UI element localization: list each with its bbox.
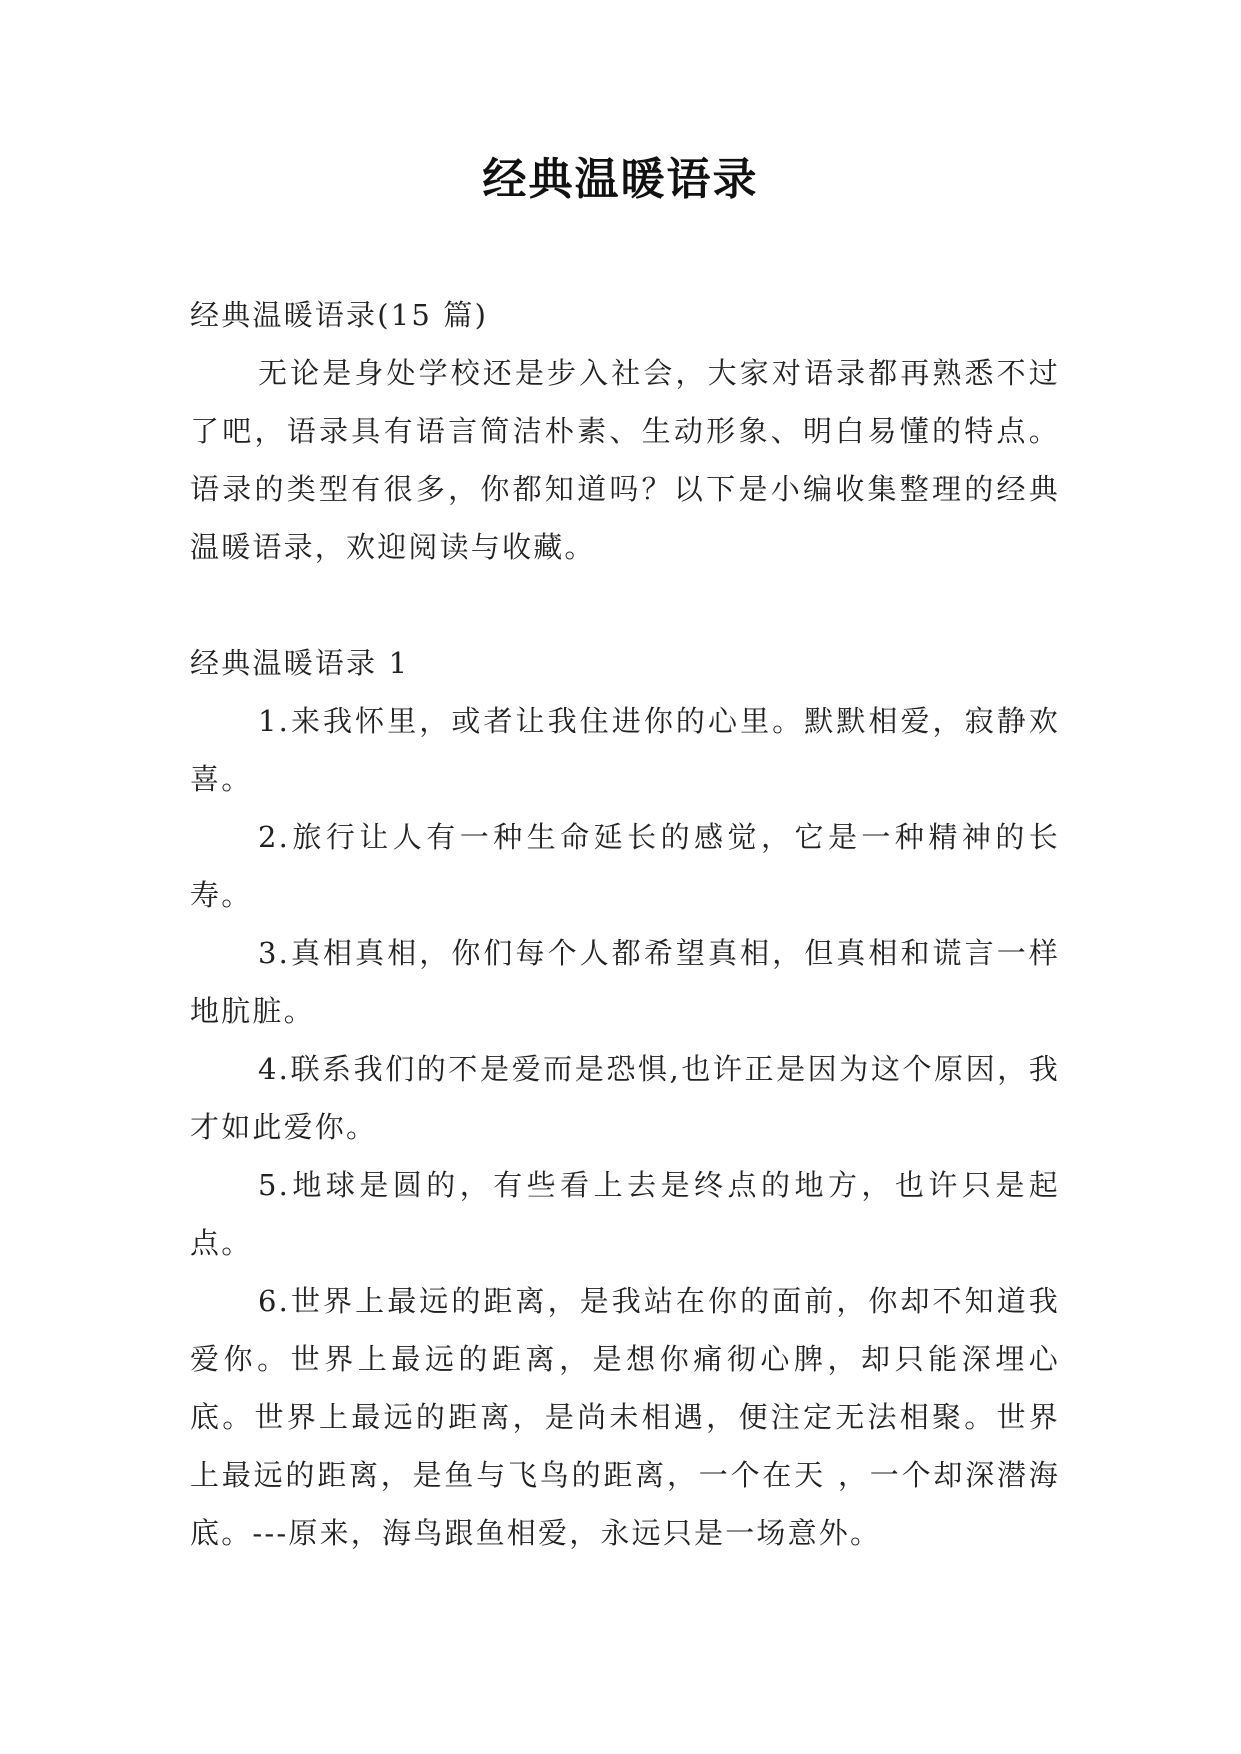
document-title: 经典温暖语录 — [482, 154, 759, 205]
quote-list — [190, 692, 1060, 1562]
quote-item: 1.来我怀里，或者让我住进你的心里。默默相爱，寂静欢喜。 — [190, 704, 1060, 796]
quote-item: 5.地球是圆的，有些看上去是终点的地方，也许只是起点。 — [190, 1168, 1060, 1260]
quote-item: 4.联系我们的不是爱而是恐惧,也许正是因为这个原因，我才如此爱你。 — [190, 1052, 1060, 1144]
quote-item: 2.旅行让人有一种生命延长的感觉，它是一种精神的长寿。 — [190, 820, 1060, 912]
intro-paragraph: 无论是身处学校还是步入社会，大家对语录都再熟悉不过了吧，语录具有语言简洁朴素、生动形象、明白易懂的特点。语录的类型有很多，你都知道吗？以下是小编收集整理的经典温暖语录，欢迎阅读与收藏。 — [190, 356, 1060, 564]
section-heading: 经典温暖语录 1 — [190, 646, 410, 680]
quote-item: 3.真相真相，你们每个人都希望真相，但真相和谎言一样地肮脏。 — [190, 936, 1060, 1028]
document-body — [190, 286, 1060, 1562]
document-subtitle: 经典温暖语录(15 篇) — [190, 298, 489, 332]
quote-item: 6.世界上最远的距离，是我站在你的面前，你却不知道我爱你。世界上最远的距离，是想你痛彻心脾，却只能深埋心底。世界上最远的距离，是尚未相遇，便注定无法相聚。世界上最远的距离，是鱼与飞鸟的距离，一个在天 ，一个却深潜海底。---原来，海鸟跟鱼相爱，永远只是一场意外。 — [190, 1284, 1060, 1550]
